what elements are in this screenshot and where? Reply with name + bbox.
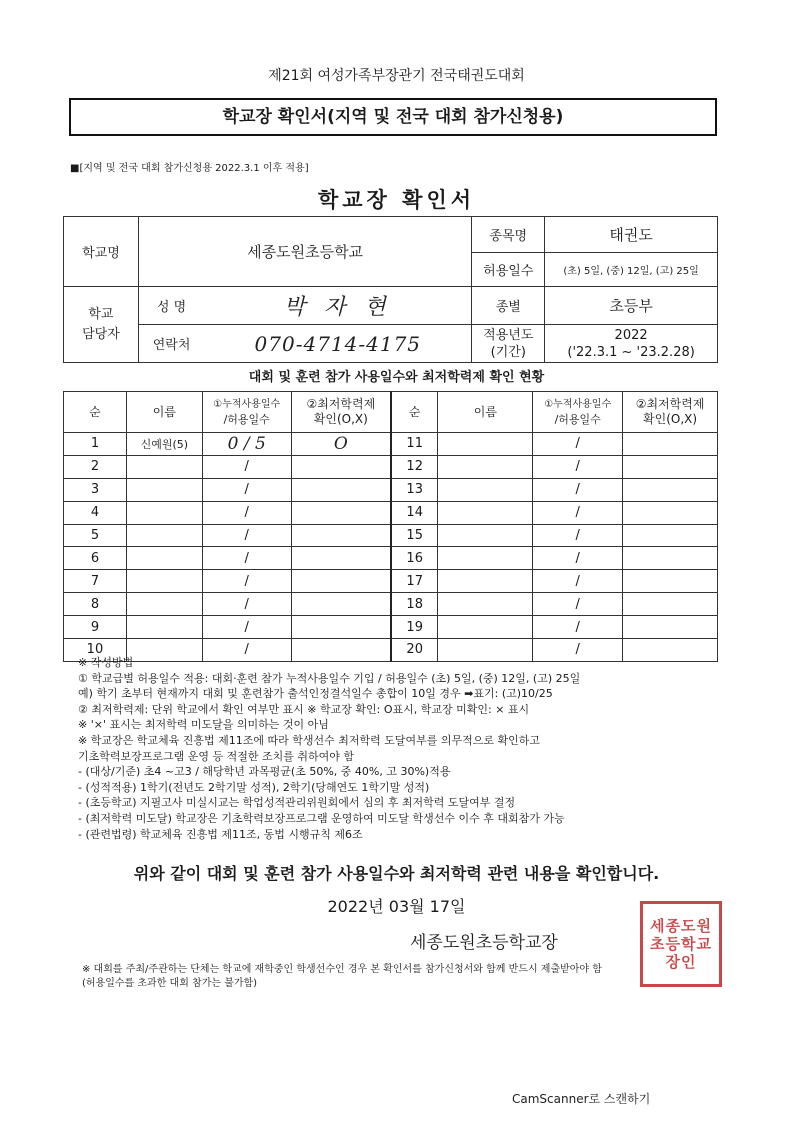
sport-label: 종목명: [472, 217, 545, 253]
row-days: /: [202, 616, 291, 639]
allowed-days-value: (초) 5일, (중) 12일, (고) 25일: [545, 253, 718, 287]
row-min: [291, 570, 391, 593]
row-no: 1: [64, 433, 127, 456]
row-days: /: [202, 455, 291, 478]
row-days: 0 / 5: [202, 433, 291, 456]
row-min: [623, 501, 718, 524]
instruction-line: ① 학교급별 허용일수 적용: 대회·훈련 참가 누적사용일수 기입 / 허용일수 (초) 5일, (중) 12일, (고) 25일: [78, 671, 581, 685]
row-min: [623, 478, 718, 501]
col-min-header-2-line2: 확인(O,X): [643, 412, 698, 426]
status-row: [64, 455, 718, 478]
signer: 세종도원초등학교장: [410, 933, 558, 953]
col-days-header-2-line1: ①누적사용일수: [544, 399, 612, 410]
row-no: 11: [391, 433, 438, 456]
row-days: /: [533, 639, 623, 662]
row-days: /: [202, 547, 291, 570]
row-min: [291, 524, 391, 547]
row-name: [438, 570, 533, 593]
row-min: [623, 593, 718, 616]
contact-label-line2: 담당자: [82, 326, 120, 342]
row-no: 5: [64, 524, 127, 547]
col-no-header-2: 순: [391, 392, 438, 433]
row-name: [438, 501, 533, 524]
row-no: 7: [64, 570, 127, 593]
event-title: 제21회 여성가족부장관기 전국태권도대회: [268, 68, 525, 84]
period-value: [545, 325, 718, 363]
row-no: 18: [391, 593, 438, 616]
row-no: 13: [391, 478, 438, 501]
row-name: [126, 616, 202, 639]
col-name-header-2: 이름: [438, 392, 533, 433]
row-no: 17: [391, 570, 438, 593]
row-min: [623, 547, 718, 570]
instructions: [78, 655, 718, 842]
period-label: [472, 325, 545, 363]
division-label: 종별: [472, 287, 545, 325]
row-no: 9: [64, 616, 127, 639]
row-days: /: [533, 478, 623, 501]
row-min: [623, 455, 718, 478]
name-value: 박 자 현: [204, 287, 472, 325]
banner-title: 학교장 확인서(지역 및 전국 대회 참가신청용): [69, 98, 717, 136]
row-days: /: [202, 524, 291, 547]
main-title: 학교장 확인서: [317, 188, 476, 212]
instruction-line: - (관련법령) 학교체육 진흥법 제11조, 동법 시행규칙 제6조: [78, 827, 363, 841]
confirmation-statement: 위와 같이 대회 및 훈련 참가 사용일수와 최저학력 관련 내용을 확인합니다.: [133, 864, 660, 883]
status-row: [64, 433, 718, 456]
instruction-line: 기초학력보장프로그램 운영 등 적절한 조치를 취하여야 함: [78, 749, 355, 763]
division-value: 초등부: [545, 287, 718, 325]
row-no: 6: [64, 547, 127, 570]
row-name: [126, 593, 202, 616]
period-label-line2: (기간): [490, 344, 526, 360]
school-label: 학교명: [64, 217, 139, 287]
row-no: 14: [391, 501, 438, 524]
col-days-header-line1: ①누적사용일수: [213, 399, 281, 410]
col-name-header: 이름: [126, 392, 202, 433]
status-row: [64, 593, 718, 616]
name-label: 성 명: [138, 287, 204, 325]
status-table: [63, 391, 718, 662]
row-min: [291, 547, 391, 570]
col-days-header: [202, 392, 291, 433]
period-label-line1: 적용년도: [483, 327, 534, 343]
row-name: [126, 501, 202, 524]
status-row: [64, 570, 718, 593]
row-no: 3: [64, 478, 127, 501]
col-min-header-2: [623, 392, 718, 433]
row-name: [126, 570, 202, 593]
row-no: 4: [64, 501, 127, 524]
status-section-title: 대회 및 훈련 참가 사용일수와 최저학력제 확인 현황: [248, 370, 545, 385]
instruction-line: ※ 학교장은 학교체육 진흥법 제11조에 따라 학생선수 최저학력 도달여부를 의무적으로 확인하고: [78, 733, 540, 747]
row-days: /: [533, 455, 623, 478]
phone-value: 070-4714-4175: [204, 325, 472, 363]
col-no-header: 순: [64, 392, 127, 433]
row-no: 16: [391, 547, 438, 570]
row-no: 2: [64, 455, 127, 478]
row-min: [291, 455, 391, 478]
col-min-header-line2: 확인(O,X): [313, 412, 368, 426]
row-min: O: [291, 433, 391, 456]
footnote-line2: (허용일수를 초과한 대회 참가는 불가함): [82, 978, 258, 989]
row-name: [438, 616, 533, 639]
row-name: [438, 455, 533, 478]
row-no: 8: [64, 593, 127, 616]
row-name: [438, 478, 533, 501]
row-no: 20: [391, 639, 438, 662]
row-days: /: [202, 501, 291, 524]
row-name: [126, 547, 202, 570]
row-no: 12: [391, 455, 438, 478]
phone-label: 연락처: [138, 325, 204, 363]
date: 2022년 03월 17일: [327, 897, 466, 916]
row-days: /: [202, 478, 291, 501]
school-info-table: [63, 216, 718, 363]
row-min: [623, 433, 718, 456]
row-min: [291, 501, 391, 524]
status-row: [64, 616, 718, 639]
row-days: /: [533, 501, 623, 524]
col-days-header-2: [533, 392, 623, 433]
instruction-line: - (초등학교) 지필고사 미실시교는 학업성적관리위원회에서 심의 후 최저학력 도달여부 결정: [78, 796, 516, 810]
row-min: [623, 524, 718, 547]
footnote: [82, 963, 642, 991]
row-min: [291, 616, 391, 639]
status-row: [64, 478, 718, 501]
instruction-line: - (성적적용) 1학기(전년도 2학기말 성적), 2학기(당해연도 1학기말 성적): [78, 780, 430, 794]
row-name: 신예원(5): [126, 433, 202, 456]
instruction-line: ※ 작성방법: [78, 656, 134, 669]
status-header-row: [64, 392, 718, 433]
col-days-header-2-line2: /허용일수: [554, 413, 601, 426]
col-days-header-line2: /허용일수: [223, 413, 270, 426]
sport-value: 태권도: [545, 217, 718, 253]
row-days: /: [533, 524, 623, 547]
row-min: [291, 478, 391, 501]
school-value: 세종도원초등학교: [138, 217, 471, 287]
instruction-line: ② 최저학력제: 단위 학교에서 확인 여부만 표시 ※ 학교장 확인: O표시, 학교장 미확인: × 표시: [78, 702, 530, 716]
col-min-header-line1: ②최저학력제: [306, 397, 376, 411]
instruction-line: - (대상/기준) 초4 ~고3 / 해당학년 과목평균(초 50%, 중 40%, 고 30%)적용: [78, 765, 451, 779]
row-days: /: [533, 433, 623, 456]
allowed-days-label: 허용일수: [472, 253, 545, 287]
row-days: /: [202, 593, 291, 616]
instruction-line: ※ '×' 표시는 최저학력 미도달을 의미하는 것이 아님: [78, 718, 329, 732]
row-name: [438, 593, 533, 616]
contact-label: [64, 287, 139, 363]
row-days: /: [533, 547, 623, 570]
status-row: [64, 501, 718, 524]
status-row: [64, 524, 718, 547]
footnote-line1: ※ 대회를 주최/주관하는 단체는 학교에 재학중인 학생선수인 경우 본 확인서를 참가신청서와 함께 반드시 제출받아야 함: [82, 964, 602, 975]
row-no: 19: [391, 616, 438, 639]
row-no: 15: [391, 524, 438, 547]
instruction-line: 예) 학기 초부터 현재까지 대회 및 훈련참가 출석인정결석일수 총합이 10일 경우 ➡표기: (고)10/25: [78, 687, 553, 701]
instruction-line: - (최저학력 미도달) 학교장은 기초학력보장프로그램 운영하여 미도달 학생선수 이수 후 대회참가 가능: [78, 811, 565, 825]
contact-label-line1: 학교: [88, 306, 114, 322]
row-name: [438, 433, 533, 456]
row-min: [291, 593, 391, 616]
applies-note: ■[지역 및 전국 대회 참가신청용 2022.3.1 이후 적용]: [70, 163, 309, 174]
row-no: 10: [64, 639, 127, 662]
row-min: [623, 616, 718, 639]
period-year: 2022: [614, 327, 648, 343]
row-name: [438, 547, 533, 570]
col-min-header: [291, 392, 391, 433]
official-seal: 세종도원초등학교장인: [640, 901, 722, 987]
row-days: /: [533, 593, 623, 616]
row-days: /: [202, 639, 291, 662]
row-days: /: [533, 570, 623, 593]
row-days: /: [533, 616, 623, 639]
status-row: [64, 547, 718, 570]
row-name: [126, 478, 202, 501]
row-name: [126, 455, 202, 478]
row-min: [623, 570, 718, 593]
period-range: ('22.3.1 ~ '23.2.28): [567, 344, 695, 360]
row-days: /: [202, 570, 291, 593]
camscanner-watermark: CamScanner로 스캔하기: [512, 1092, 651, 1106]
row-name: [126, 524, 202, 547]
row-name: [438, 524, 533, 547]
col-min-header-2-line1: ②최저학력제: [635, 397, 705, 411]
